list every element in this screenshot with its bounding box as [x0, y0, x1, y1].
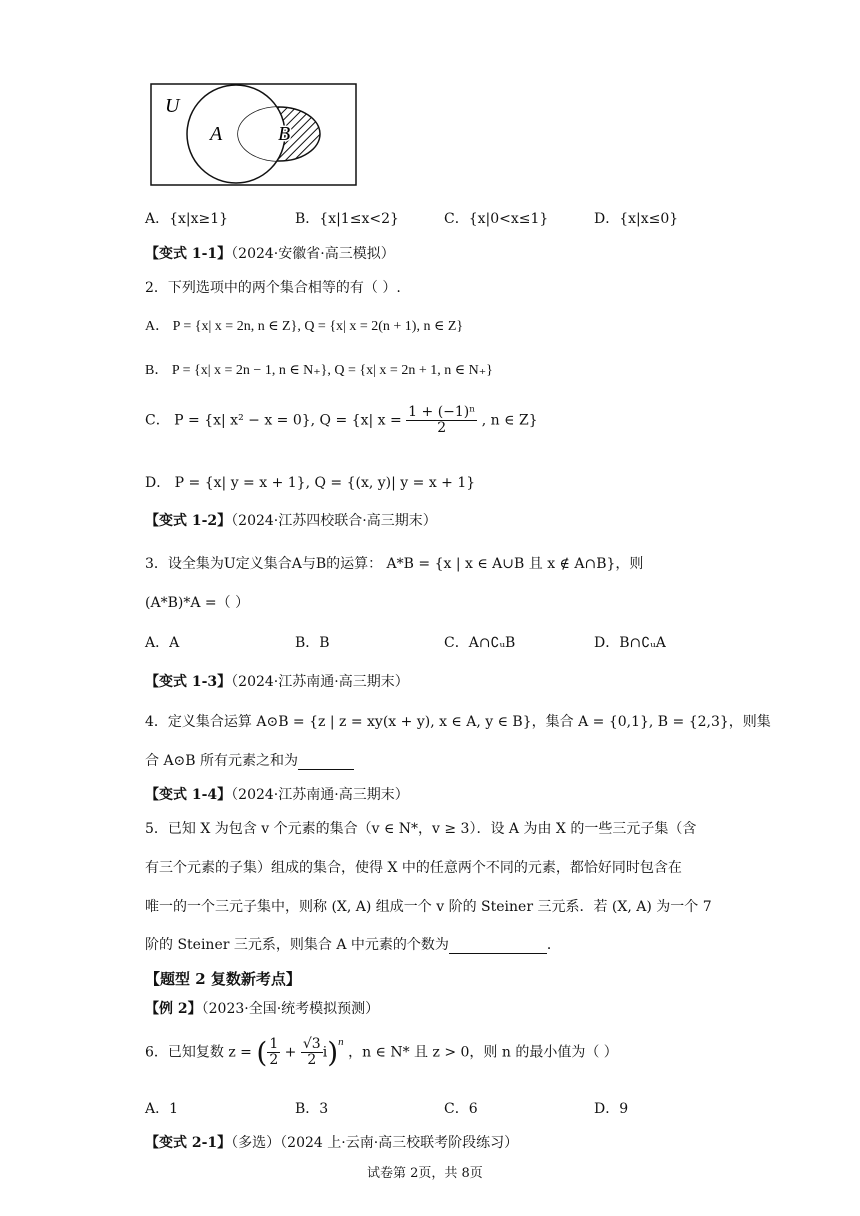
variant-1-2: [145, 510, 437, 530]
fraction-numerator: 1 + (−1)ⁿ: [408, 404, 476, 420]
q1-option-c[interactable]: C．{x|0<x≤1}: [444, 211, 549, 227]
q2-option-a[interactable]: A． P = {x| x = 2n, n ∈ Z}, Q = {x| x = 2(n + 1), n ∈ Z}: [145, 319, 464, 334]
variant-1-3: [145, 671, 409, 691]
q5-line-3: 唯一的一个三元子集中，则称 (X, A) 组成一个 v 阶的 Steiner 三元系．若 (X, A) 为一个 7: [145, 899, 712, 915]
variant-tag: 【变式 1-2】: [145, 513, 232, 529]
q6-option-c[interactable]: C．6: [444, 1101, 478, 1117]
variant-tag: 【变式 1-1】: [145, 246, 232, 262]
example-source: （2023·全国·统考模拟预测）: [201, 1001, 380, 1017]
q6-option-b[interactable]: B．3: [295, 1101, 329, 1117]
answer-blank[interactable]: [449, 937, 547, 954]
q3-option-d[interactable]: D．B∩∁ᵤA: [594, 635, 666, 651]
exponent: n: [338, 1036, 344, 1048]
page-footer: 试卷第 2页，共 8页: [367, 1166, 483, 1181]
example-2: [145, 998, 379, 1018]
venn-diagram: [150, 83, 358, 187]
variant-tag: 【变式 2-1】: [145, 1135, 232, 1151]
q5-line-1: 5．已知 X 为包含 v 个元素的集合（v ∈ N*，v ≥ 3）．设 A 为由 X 的一些三元子集（含: [145, 821, 697, 837]
type-2-heading: 【题型 2 复数新考点】: [145, 970, 301, 988]
q3-line-1: 3．设全集为U定义集合A与B的运算： A*B = {x | x ∈ A∪B 且 x ∉ A∩B}，则: [145, 556, 644, 572]
answer-blank[interactable]: [298, 753, 354, 770]
q6-fraction-2: [301, 1037, 323, 1068]
q3-option-a[interactable]: A．A: [145, 635, 180, 651]
imaginary-unit: i: [322, 1044, 328, 1061]
q1-option-d[interactable]: D．{x|x≤0}: [594, 211, 679, 227]
fraction-denominator: 2: [269, 1052, 279, 1068]
variant-source: （2024·江苏南通·高三期末）: [231, 787, 409, 803]
q2-option-c-text: C． P = {x| x² − x = 0}, Q = {x| x =: [145, 412, 402, 429]
q6-stem: 6．已知复数 z = ( $\frac{1}{2}$ + $\frac{√3}{2}$ i)$^n$ ，n ∈ N* 且 z > 0，则 n 的最小值为（ ）: [145, 1036, 618, 1069]
q4-line-2: [145, 750, 354, 770]
q2-option-c[interactable]: [145, 405, 538, 436]
example-tag: 【例 2】: [145, 1001, 202, 1017]
variant-source: （2024·安徽省·高三模拟）: [231, 246, 395, 262]
venn-label-u: U: [165, 95, 180, 117]
q5-line-4-text: 阶的 Steiner 三元系，则集合 A 中元素的个数为: [145, 937, 449, 953]
venn-label-b: B: [278, 123, 291, 145]
q6-option-d[interactable]: D．9: [594, 1101, 629, 1117]
variant-tag: 【变式 1-4】: [145, 787, 232, 803]
q2-option-d[interactable]: D． P = {x| y = x + 1}, Q = {(x, y)| y = x + 1}: [145, 475, 476, 491]
q2-option-c-tail: , n ∈ Z}: [481, 412, 538, 429]
q3-option-b[interactable]: B．B: [295, 635, 330, 651]
q2-stem: 2．下列选项中的两个集合相等的有（ ）.: [145, 280, 401, 296]
paren-right: ): [327, 1036, 339, 1069]
q5-line-4: [145, 934, 561, 954]
q6-fraction-1: [267, 1037, 280, 1068]
variant-2-1: [145, 1132, 518, 1152]
q2-option-c-fraction: [406, 405, 477, 436]
fraction-numerator: 1: [269, 1036, 279, 1052]
variant-source: （多选）（2024 上·云南·高三校联考阶段练习）: [231, 1135, 519, 1151]
venn-label-a: A: [210, 123, 223, 145]
q6-post: ，n ∈ N* 且 z > 0，则 n 的最小值为（ ）: [348, 1044, 618, 1061]
q6-option-a[interactable]: A．1: [145, 1101, 179, 1117]
fraction-denominator: 2: [437, 420, 447, 436]
q5-end: ．: [546, 937, 561, 953]
paren-left: (: [256, 1036, 268, 1069]
q2-option-b[interactable]: B． P = {x| x = 2n − 1, n ∈ N₊}, Q = {x| x = 2n + 1, n ∈ N₊}: [145, 363, 493, 378]
variant-1-1: [145, 243, 395, 263]
q3-option-c[interactable]: C．A∩∁ᵤB: [444, 635, 516, 651]
q6-pre: 6．已知复数 z =: [145, 1044, 252, 1061]
variant-source: （2024·江苏南通·高三期末）: [231, 674, 409, 690]
variant-tag: 【变式 1-3】: [145, 674, 232, 690]
fraction-denominator: 2: [307, 1052, 317, 1068]
variant-source: （2024·江苏四校联合·高三期末）: [231, 513, 437, 529]
q4-line-1: 4．定义集合运算 A⊙B = {z | z = xy(x + y), x ∈ A, y ∈ B}，集合 A = {0,1}, B = {2,3}，则集: [145, 714, 771, 730]
q4-line-2-text: 合 A⊙B 所有元素之和为: [145, 753, 299, 769]
q5-line-2: 有三个元素的子集）组成的集合，使得 X 中的任意两个不同的元素，都恰好同时包含在: [145, 860, 682, 876]
fraction-numerator: √3: [302, 1036, 321, 1052]
q3-line-2: (A*B)*A =（ ）: [145, 595, 250, 611]
q1-option-b[interactable]: B．{x|1≤x<2}: [295, 211, 399, 227]
q1-option-a[interactable]: A．{x|x≥1}: [145, 211, 229, 227]
variant-1-4: [145, 784, 409, 804]
